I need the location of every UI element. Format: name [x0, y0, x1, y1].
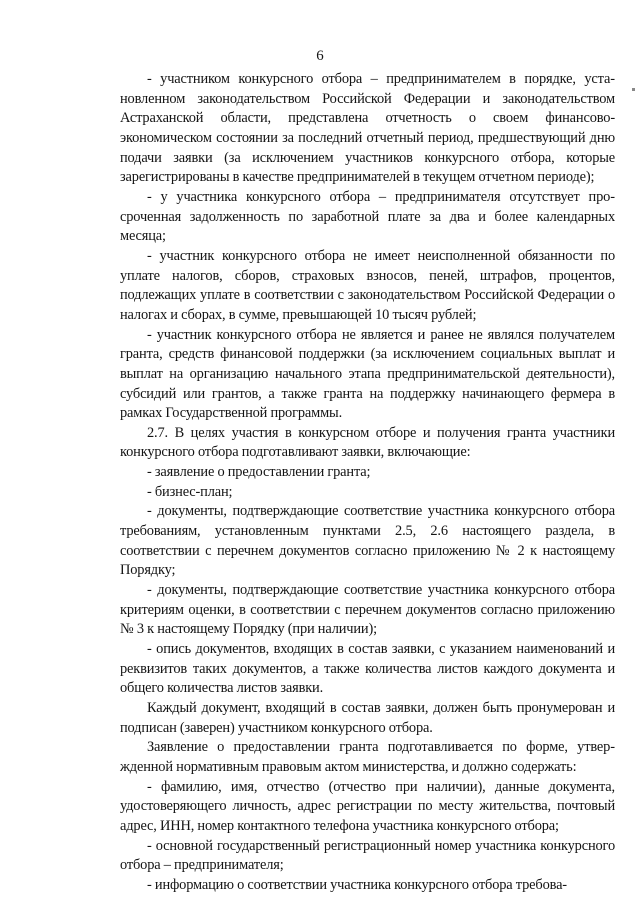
paragraph-1: - участником конкурсного отбора – предпринимателем в порядке, установленном законодательством Российской Федерации и законодательством Астраханской области, представлена отчетность о своем финансово-экономическом состоянии за последний отчетный период, предшествующий дню подачи заявки (за исключением участников конкурсного отбора, которые зарегистрированы в качестве предпринимателей в текущем отчетном периоде); — [120, 71, 615, 186]
paragraph-13: - фамилию, имя, отчество (отчество при наличии), данные документа, удостоверяющего личность, адрес регистрации по месту жительства, почтовый адрес, ИНН, номер контактного телефона участника конкурсного отбора; — [120, 778, 615, 834]
paragraph-9: - документы, подтверждающие соответствие участника конкурсного отбора критериям оценки, в соответствии с перечнем документов согласно приложению № 3 к настоящему Порядку (при наличии); — [120, 582, 615, 638]
paragraph-10: - опись документов, входящих в состав заявки, с указанием наименований и реквизитов таких документов, а также количества листов каждого документа и общего количества листов заявки. — [120, 641, 615, 697]
paragraph-7: - бизнес-план; — [147, 483, 233, 500]
paragraph-12: Заявление о предоставлении гранта подготавливается по форме, утвержденной нормативным правовым актом министерства, и должно содержать: — [120, 739, 615, 775]
paragraph-8: - документы, подтверждающие соответствие участника конкурсного отбора требованиям, установленным пунктами 2.5, 2.6 настоящего раздела, в соответствии с перечнем документов согласно приложению № 2 к настоящему Порядку; — [120, 503, 615, 579]
paragraph-5: 2.7. В целях участия в конкурсном отборе и получения гранта участники конкурсного отбора подготавливают заявки, включающие: — [120, 424, 615, 461]
paragraph-15: - информацию о соответствии участника конкурсного отбора требова- — [147, 876, 567, 893]
paragraph-14: - основной государственный регистрационный номер участника конкурсного отбора – предпринимателя; — [120, 837, 615, 874]
scan-mark — [632, 88, 635, 91]
paragraph-3: - участник конкурсного отбора не имеет неисполненной обязанности по уплате налогов, сборов, страховых взносов, пеней, штрафов, процентов, подлежащих уплате в соответствии с законодательством Российской Федерации о налогах и сборах, в сумме, превышающей 10 тысяч рублей; — [120, 247, 615, 323]
page-number: 6 — [316, 48, 324, 64]
paragraph-6: - заявление о предоставлении гранта; — [147, 464, 371, 481]
paragraph-2: - у участника конкурсного отбора – предпринимателя отсутствует просроченная задолженность по заработной плате за два и более календарных месяца; — [120, 188, 615, 245]
document-body — [120, 70, 615, 896]
paragraph-4: - участник конкурсного отбора не является и ранее не являлся получателем гранта, средств финансовой поддержки (за исключением социальных выплат и выплат на организацию начального этапа предпринимательской деятельности), субсидий или грантов, а также гранта на поддержку начинающего фермера в рамках Государственной программы. — [120, 326, 615, 422]
paragraph-11: Каждый документ, входящий в состав заявки, должен быть пронумерован и подписан (заверен) участником конкурсного отбора. — [120, 700, 615, 736]
